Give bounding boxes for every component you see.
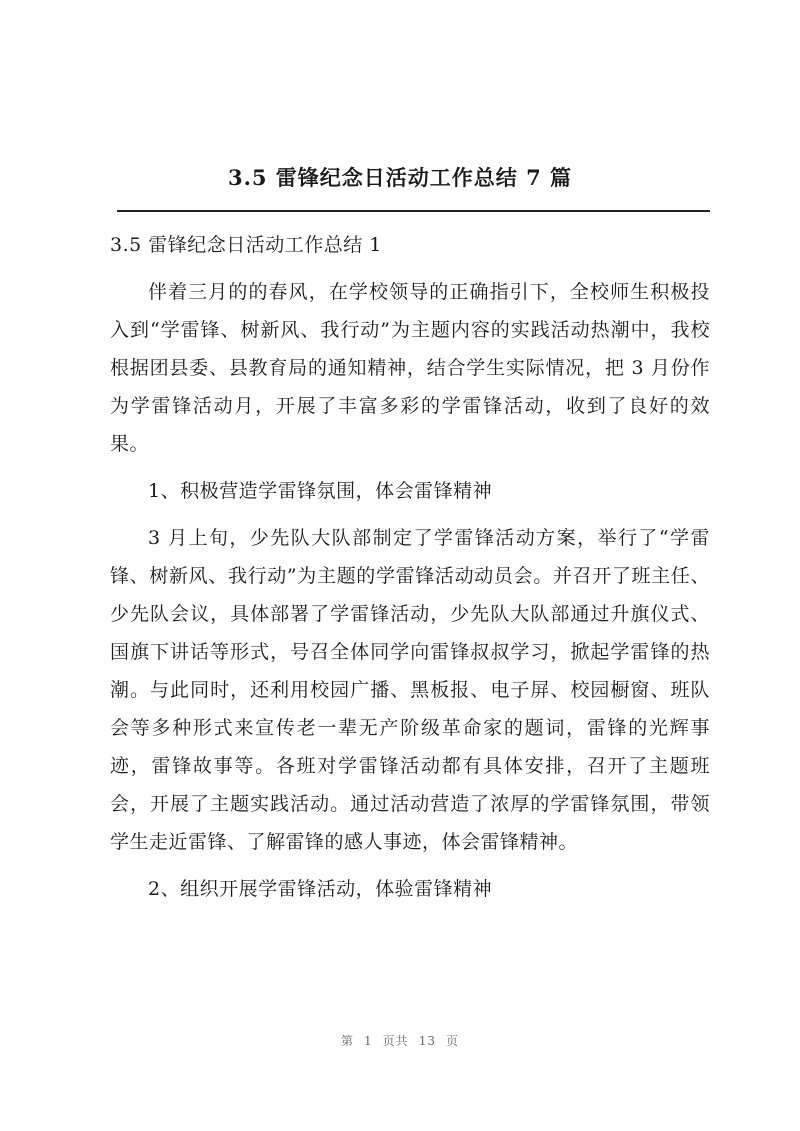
section-title-1: 1、积极营造学雷锋氛围，体会雷锋精神 [148, 480, 493, 502]
footer-middle: 页共 [382, 1034, 409, 1048]
footer-total-pages: 13 [418, 1034, 436, 1048]
footer-prefix: 第 [341, 1034, 355, 1048]
footer-suffix: 页 [445, 1034, 459, 1048]
paragraph-intro: 伴着三月的的春风，在学校领导的正确指引下，全校师生积极投入到“学雷锋、树新风、我行动”为主题内容的实践活动热潮中，我校根据团县委、县教育局的通知精神，结合学生实际情况，把 3 月份作为学雷锋活动月，开展了丰富多彩的学雷锋活动，收到了良好的效果。 [110, 281, 710, 455]
section-title-2: 2、组织开展学雷锋活动，体验雷锋精神 [148, 878, 493, 900]
footer-page-number: 1 [364, 1034, 373, 1048]
page-footer [0, 1032, 800, 1049]
paragraph-section-1: 3 月上旬，少先队大队部制定了学雷锋活动方案，举行了“学雷锋、树新风、我行动”为主题的学雷锋活动动员会。并召开了班主任、少先队会议，具体部署了学雷锋活动，少先队大队部通过升旗仪式、国旗下讲话等形式，号召全体同学向雷锋叔叔学习，掀起学雷锋的热潮。与此同时，还利用校园广播、黑板报、电子屏、校园橱窗、班队会等多种形式来宣传老一辈无产阶级革命家的题词，雷锋的光辉事迹，雷锋故事等。各班对学雷锋活动都有具体安排，召开了主题班会，开展了主题实践活动。通过活动营造了浓厚的学雷锋氛围，带领学生走近雷锋、了解雷锋的感人事迹，体会雷锋精神。 [110, 527, 710, 853]
title-underline [117, 210, 710, 212]
document-body [110, 226, 710, 908]
document-title: 3.5 雷锋纪念日活动工作总结 7 篇 [227, 165, 573, 190]
section-heading: 3.5 雷锋纪念日活动工作总结 1 [110, 234, 382, 256]
